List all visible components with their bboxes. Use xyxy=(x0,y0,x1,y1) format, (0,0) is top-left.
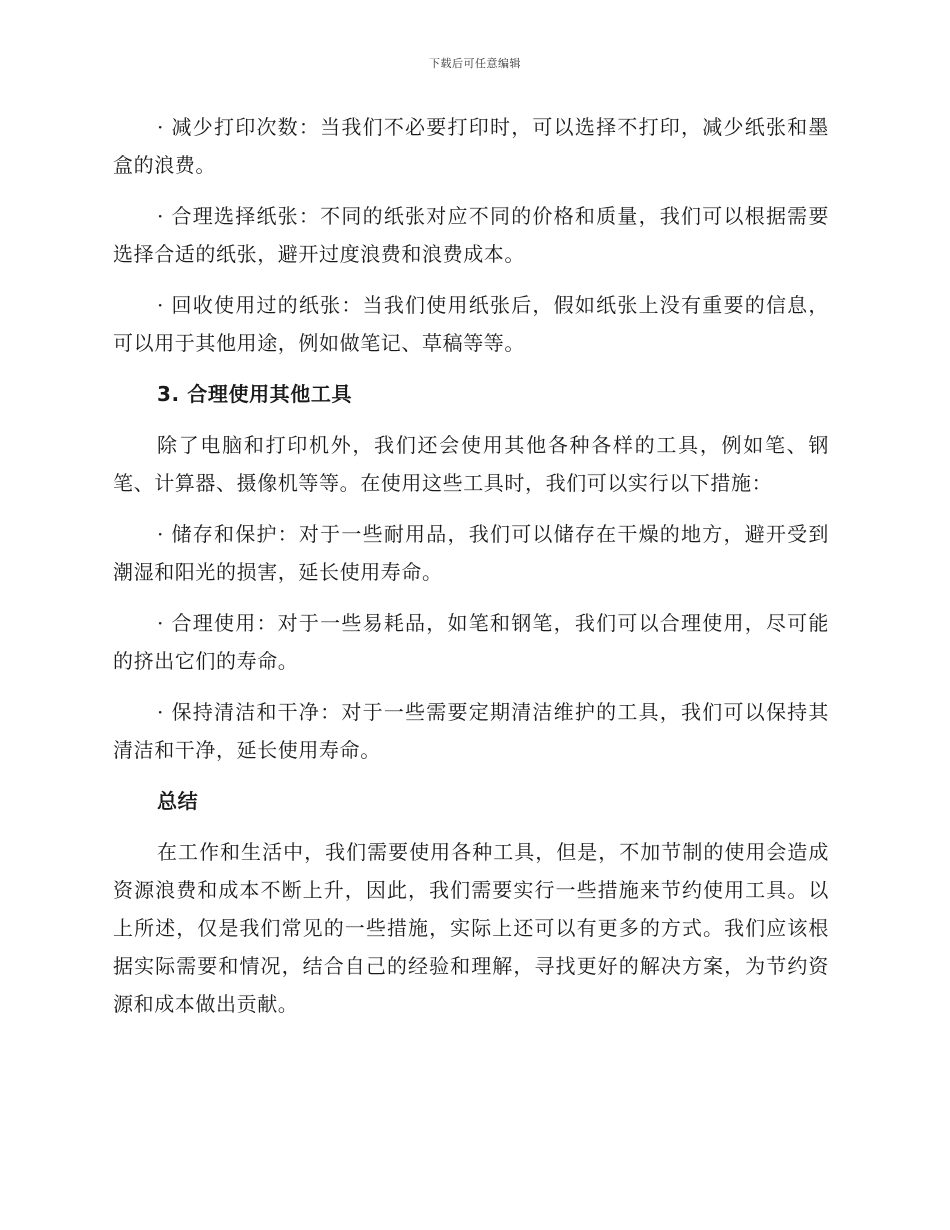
bullet-reduce-printing: · 减少打印次数：当我们不必要打印时，可以选择不打印，减少纸张和墨盒的浪费。 xyxy=(113,115,829,177)
bullet-recycle-paper: · 回收使用过的纸张：当我们使用纸张后，假如纸张上没有重要的信息，可以用于其他用途，例如做笔记、草稿等等。 xyxy=(113,293,829,355)
section-heading-summary: 总结 xyxy=(157,789,199,813)
document-body xyxy=(113,108,829,1036)
paragraph-other-tools-intro: 除了电脑和打印机外，我们还会使用其他各种各样的工具，例如笔、钢笔、计算器、摄像机等等。在使用这些工具时，我们可以实行以下措施： xyxy=(113,433,829,495)
paragraph-summary: 在工作和生活中，我们需要使用各种工具，但是，不加节制的使用会造成资源浪费和成本不断上升，因此，我们需要实行一些措施来节约使用工具。以上所述，仅是我们常见的一些措施，实际上还可以有更多的方式。我们应该根据实际需要和情况，结合自己的经验和理解，寻找更好的解决方案，为节约资源和成本做出贡献。 xyxy=(113,840,829,1016)
page-header: 下载后可任意编辑 xyxy=(429,57,521,70)
bullet-reasonable-use: · 合理使用：对于一些易耗品，如笔和钢笔，我们可以合理使用，尽可能的挤出它们的寿命。 xyxy=(113,611,829,673)
bullet-choose-paper: · 合理选择纸张：不同的纸张对应不同的价格和质量，我们可以根据需要选择合适的纸张，避开过度浪费和浪费成本。 xyxy=(113,204,829,266)
bullet-keep-clean: · 保持清洁和干净：对于一些需要定期清洁维护的工具，我们可以保持其清洁和干净，延长使用寿命。 xyxy=(113,700,829,762)
section-heading-other-tools: 3. 合理使用其他工具 xyxy=(157,382,353,406)
bullet-storage-protection: · 储存和保护：对于一些耐用品，我们可以储存在干燥的地方，避开受到潮湿和阳光的损害，延长使用寿命。 xyxy=(113,522,829,584)
